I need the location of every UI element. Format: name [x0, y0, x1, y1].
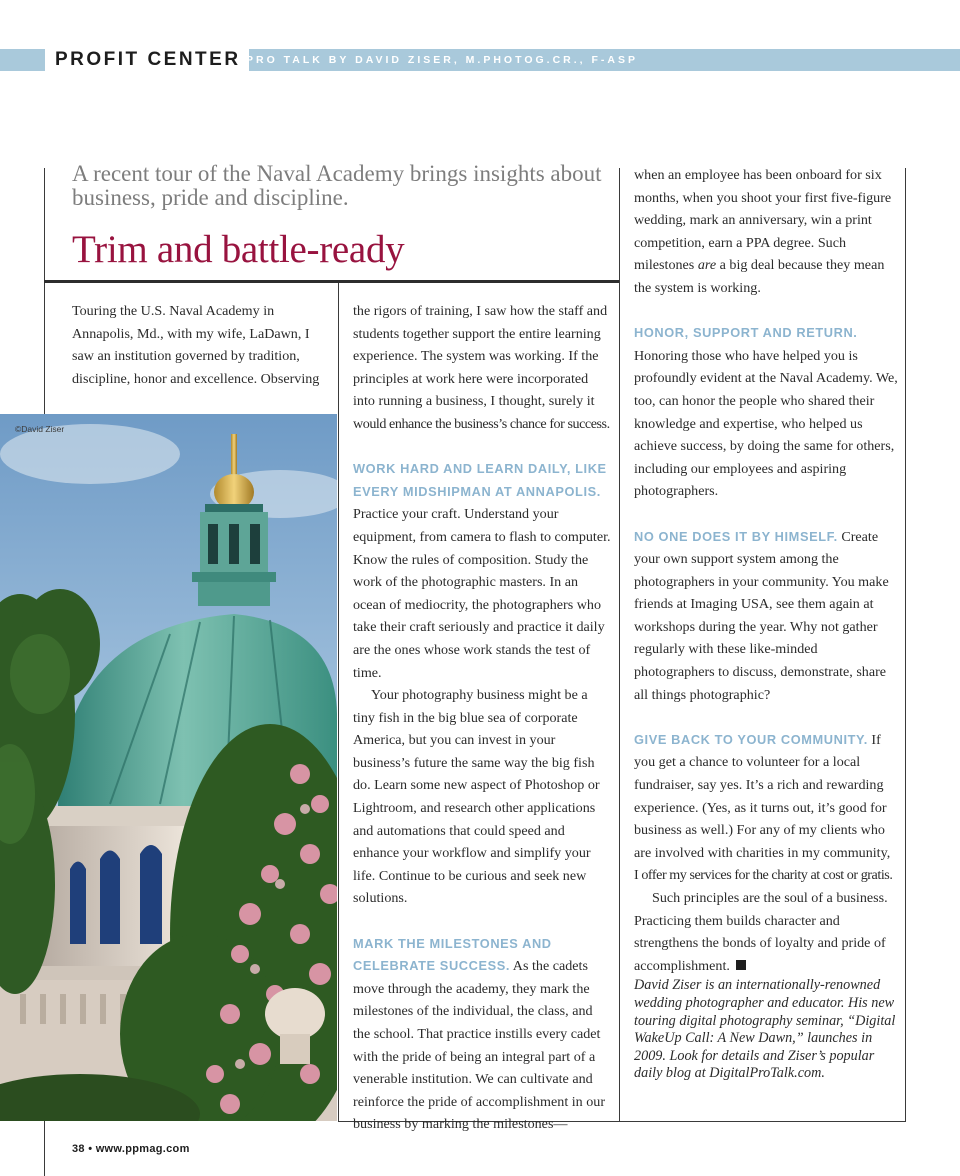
body-text: a big deal because they mean the system is working. [634, 257, 885, 296]
article-headline: Trim and battle-ready [72, 228, 405, 271]
body-text: Practice your craft. Understand your equipment, from camera to flash to computer. Know the rules of composition. Study the work of the photographic masters. In an ocean of mediocrity, the photographers who take their craft seriously and practice it daily are the ones whose work stands the test of time. [353, 506, 611, 681]
body-text-tight: I offer my services for the charity at cost or gratis. [634, 867, 893, 884]
end-mark-icon [736, 960, 746, 970]
body-column-2 [353, 300, 611, 1136]
subhead: WORK HARD AND LEARN DAILY, LIKE EVERY MIDSHIPMAN AT ANNAPOLIS. [353, 461, 607, 499]
body-paragraph [634, 164, 898, 300]
column-divider-rule [338, 283, 339, 1121]
body-paragraph [634, 887, 898, 977]
body-text: Honoring those who have helped you is profoundly evident at the Naval Academy. We, too, can honor the people who shared their knowledge and expertise, who helped us achieve success, by doing the same for others, including our employees and aspiring photographers. [634, 347, 898, 500]
body-text: when an employee has been onboard for six months, when you shoot your first five-figure wedding, mark an anniversary, win a print competition, earn a PPA degree. Such milestones [634, 167, 892, 274]
body-paragraph: Touring the U.S. Naval Academy in Annapolis, Md., with my wife, LaDawn, I saw an institution governed by tradition, discipline, honor and excellence. Observing [72, 303, 320, 387]
section-label: PROFIT CENTER [45, 47, 249, 73]
subhead: NO ONE DOES IT BY HIMSELF. [634, 528, 838, 544]
body-paragraph [634, 526, 898, 707]
subhead: GIVE BACK TO YOUR COMMUNITY. [634, 731, 868, 747]
body-text: As the cadets move through the academy, they mark the milestones of the individual, the class, and the school. That practice instills every cadet with the pride of being an integral part of a venerable institution. We can cultivate and reinforce the pride of accomplishment in our business by marking the milestones— [353, 958, 606, 1133]
body-text: the rigors of training, I saw how the staff and students together support the entire learning experience. The system was working. If the principles at work here were incorporated into running a business, I thought, surely it [353, 303, 608, 410]
body-text: Such principles are the soul of a business. Practicing them builds character and strengthens the bonds of loyalty and pride of accomplishment. [634, 890, 888, 974]
headline-underline-rule [44, 280, 620, 283]
body-paragraph [634, 322, 898, 503]
column-divider-rule-right [619, 168, 620, 1121]
body-column-3 [634, 164, 898, 1083]
body-paragraph [353, 933, 611, 1136]
body-text: Create your own support system among the photographers in your community. You make friends at Imaging USA, see them again at workshops during the year. Why not gather regularly with these like-minded photographers to discuss, demonstrate, share all things photographic? [634, 528, 889, 703]
body-text-tight: would enhance the business’s chance for success. [353, 415, 610, 432]
right-margin-rule [905, 168, 906, 1121]
author-bio: David Ziser is an internationally-renowned wedding photographer and educator. His new touring digital photography seminar, “Digital WakeUp Call: A New Dawn,” launches in 2009. Look for details and Ziser’s popular daily blog at DigitalProTalk.com. [634, 977, 896, 1082]
body-text: If you get a chance to volunteer for a local fundraiser, say yes. It’s a rich and rewarding experience. (Yes, as it turns out, it’s good for business as well.) For any of my clients who are involved with charities in my community, [634, 731, 891, 861]
subhead: MARK THE MILESTONES AND CELEBRATE SUCCESS. [353, 935, 552, 974]
article-dek: A recent tour of the Naval Academy brings insights about business, pride and discipline. [72, 161, 602, 210]
body-paragraph [353, 458, 611, 684]
body-paragraph [353, 300, 611, 436]
subhead: HONOR, SUPPORT AND RETURN. [634, 325, 858, 341]
body-paragraph [634, 729, 898, 887]
emphasis: are [697, 257, 717, 274]
page-folio: 38 • www.ppmag.com [72, 1143, 190, 1155]
body-column-1 [72, 300, 330, 390]
body-paragraph: Your photography business might be a tiny fish in the big blue sea of corporate America, but you can invest in your business’s future the same way the big fish do. Learn some new aspect of Photoshop or Lightroom, and research other applications and automations that could speed and enhance your workflow and simplify your life. Continue to be curious and seek new solutions. [353, 687, 600, 907]
column-byline: PRO TALK BY DAVID ZISER, M.PHOTOG.CR., F-ASP [246, 54, 638, 66]
photo-credit: ©David Ziser [15, 424, 65, 434]
naval-academy-dome-photo [0, 414, 337, 1121]
